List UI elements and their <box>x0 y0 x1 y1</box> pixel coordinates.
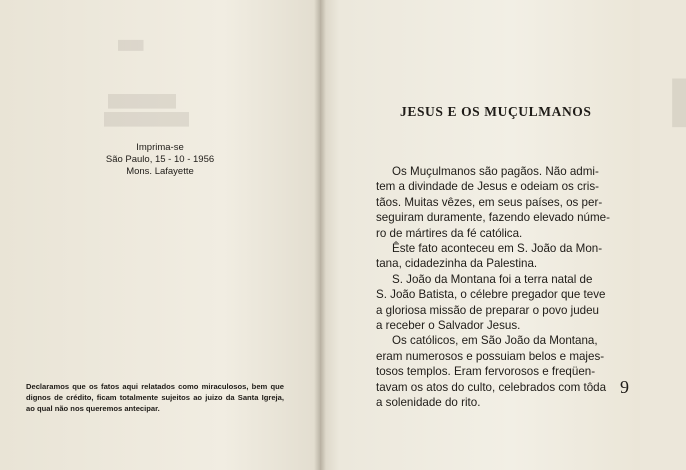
chapter-title: JESUS E OS MUÇULMANOS <box>400 104 592 119</box>
text-line: eram numerosos e possuiam belos e majes- <box>376 349 605 363</box>
text-line: ro de mártires da fé católica. <box>376 226 523 240</box>
bleed-through-mark: ▌ <box>658 79 686 124</box>
imprimatur-line: Mons. Lafayette <box>126 166 194 177</box>
bleed-through-mark: ████ <box>118 40 144 50</box>
chapter-body <box>376 164 632 411</box>
left-page <box>0 0 320 470</box>
paragraph <box>376 241 632 272</box>
book-gutter <box>314 0 326 470</box>
text-line: seguiram duramente, fazendo elevado núme- <box>376 211 610 225</box>
bleed-through-mark: ████████ <box>108 94 177 108</box>
text-line: a gloriosa missão de preparar o povo judeu <box>376 303 599 317</box>
declaration-note: Declaramos que os fatos aqui relatados como miraculosos, bem que dignos de crédito, ficam totalmente sujeitos ao juizo da Santa Igreja, ao qual não nos queremos antecipar. <box>26 382 284 413</box>
bleed-through-mark: ██████████ <box>104 112 190 126</box>
imprimatur-line: São Paulo, 15 - 10 - 1956 <box>105 154 215 165</box>
text-line: tavam os atos do culto, celebrados com tôda <box>376 380 607 394</box>
paragraph <box>376 164 632 241</box>
paragraph <box>376 333 632 410</box>
text-line: a receber o Salvador Jesus. <box>376 319 521 333</box>
page-number: 9 <box>620 377 629 397</box>
text-line: tem a divindade de Jesus e odeiam os cris- <box>376 180 599 194</box>
text-line: tãos. Muitas vêzes, em seus países, os per- <box>376 195 603 209</box>
text-line: S. João Batista, o célebre pregador que teve <box>376 288 606 302</box>
text-line: Êste fato aconteceu em S. João da Mon- <box>392 242 603 256</box>
text-line: Os católicos, em São João da Montana, <box>392 334 598 348</box>
text-line: a solenidade do rito. <box>376 396 481 410</box>
imprimatur-block <box>60 142 260 178</box>
text-line: tana, cidadezinha da Palestina. <box>376 257 538 271</box>
text-line: S. João da Montana foi a terra natal de <box>392 272 593 286</box>
paragraph <box>376 272 632 334</box>
imprimatur-line: Imprima-se <box>136 142 184 153</box>
text-line: Os Muçulmanos são pagãos. Não admi- <box>392 165 599 178</box>
text-line: tosos templos. Eram fervorosos e freqüen- <box>376 365 596 379</box>
